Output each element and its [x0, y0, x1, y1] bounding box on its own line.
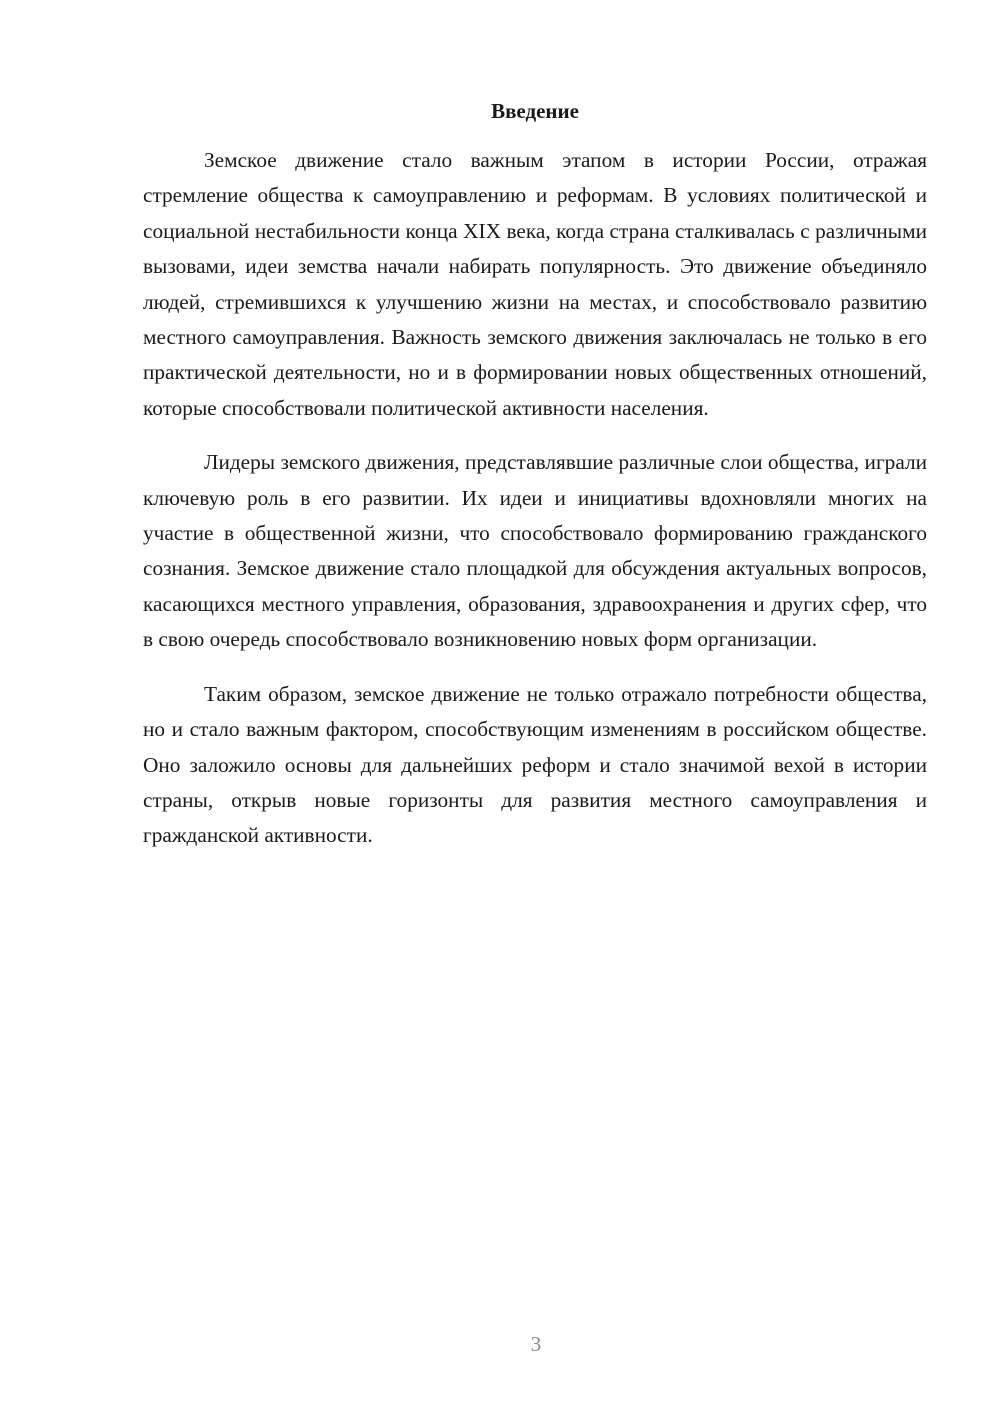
page-title: Введение — [491, 99, 579, 123]
paragraph-2: Лидеры земского движения, представлявшие различные слои общества, играли ключевую роль в его развитии. Их идеи и инициативы вдохновляли многих на участие в общественной жизни, что способствовало формированию гражданского сознания. Земское движение стало площадкой для обсуждения актуальных вопросов, касающихся местного управления, образования, здравоохранения и других сфер, что в свою очередь способствовало возникновению новых форм организации. — [143, 450, 927, 652]
paragraph-1: Земское движение стало важным этапом в истории России, отражая стремление общества к самоуправлению и реформам. В условиях политической и социальной нестабильности конца XIX века, когда страна сталкивалась с различными вызовами, идеи земства начали набирать популярность. Это движение объединяло людей, стремившихся к улучшению жизни на местах, и способствовало развитию местного самоуправления. Важность земского движения заключалась не только в его практической деятельности, но и в формировании новых общественных отношений, которые способствовали политической активности населения. — [143, 148, 927, 420]
paragraph-3: Таким образом, земское движение не только отражало потребности общества, но и стало важным фактором, способствующим изменениям в российском обществе. Оно заложило основы для дальнейших реформ и стало значимой вехой в истории страны, открыв новые горизонты для развития местного самоуправления и гражданской активности. — [143, 681, 927, 848]
document-body — [143, 143, 927, 873]
page-number: 3 — [530, 1332, 542, 1356]
